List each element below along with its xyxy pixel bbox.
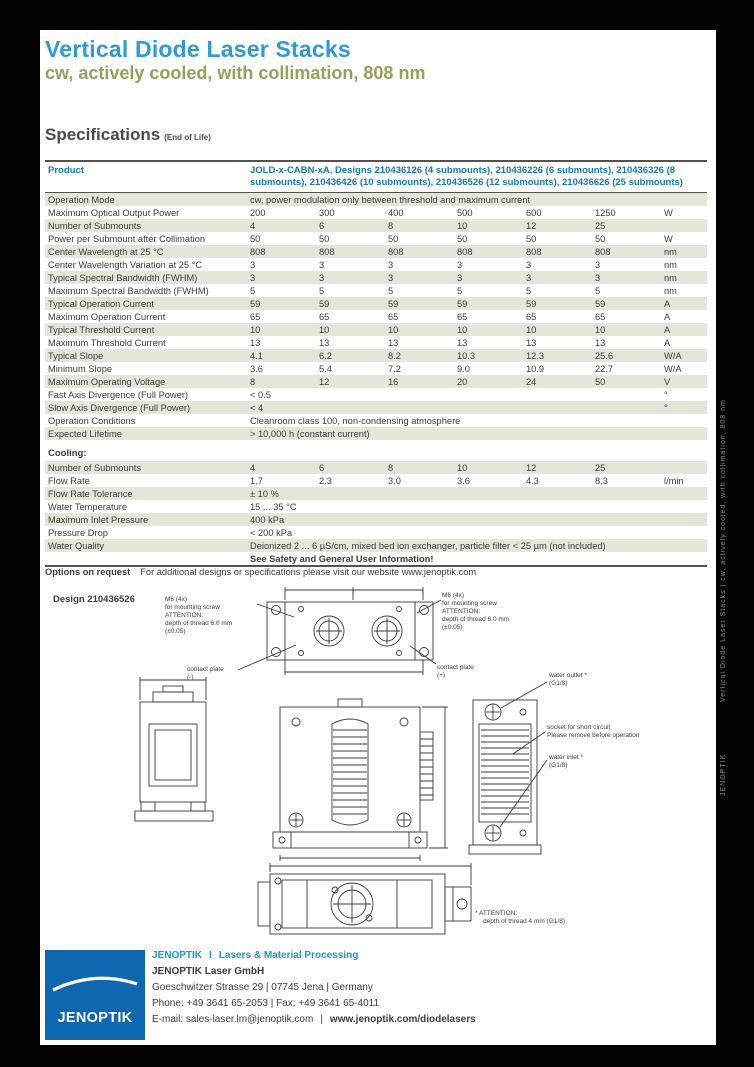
row-unit: A [664,298,671,309]
row-label: Maximum Optical Output Power [48,207,180,218]
row-value: 4 [250,462,256,473]
row-value: 12 [526,220,537,231]
cooling-section-heading: Cooling: [48,448,87,459]
row-value: 808 [319,246,335,257]
row-value: 8 [250,376,256,387]
front-view-main-drawing [273,699,448,861]
mount-note-right-line: (±0.05) [442,624,463,631]
logo-arc-icon [45,950,145,1040]
row-value: 13 [526,337,537,348]
row-unit [664,463,707,473]
row-value: 808 [388,246,404,257]
thread-footnote-line: depth of thread 4 mm (G1/8) [483,918,566,925]
contact-label-right-line: contact plate [437,664,474,671]
row-value: 5 [319,285,325,296]
footer-website-link[interactable]: www.jenoptik.com/diodelasers [329,1014,476,1025]
contact-label-left [187,666,247,682]
row-label: Maximum Spectral Bandwidth (FWHM) [48,285,209,296]
row-label: Typical Spectral Bandwidth (FWHM) [48,272,198,283]
mount-note-left-line: depth of thread 6.0 mm [165,620,233,627]
row-value: 13 [388,337,399,348]
row-value: 400 [388,207,404,218]
table-row [45,362,707,375]
footer-email[interactable]: E-mail: sales-laser.lm@jenoptik.com [152,1014,314,1025]
mount-note-right [442,592,542,632]
row-value: 10 [388,324,399,335]
row-value: 6.2 [319,350,332,361]
specifications-heading [45,125,211,145]
technical-drawing [45,582,707,954]
row-value: 12.3 [526,350,545,361]
mount-note-left-line: M6 (4x) [165,596,188,603]
row-value: 5.4 [319,363,332,374]
row-label: Pressure Drop [48,527,108,538]
table-row [45,206,707,219]
row-value: 10 [319,324,330,335]
row-label: Expected Lifetime [48,428,122,439]
row-unit [664,221,707,231]
row-label: Number of Submounts [48,462,142,473]
row-value: 65 [526,311,537,322]
options-note-text: For additional designs or specifications please visit our website www.jenoptik.com [140,567,477,577]
mount-note-right-line: ATTENTION: [442,608,481,615]
water-inlet-line: (G1/8) [549,762,568,769]
row-value: 6 [319,462,325,473]
table-row [45,245,707,258]
mount-note-left [165,596,260,636]
end-of-life-note: (End of Life) [164,133,211,142]
row-value: 10 [595,324,606,335]
row-value: 10 [457,324,468,335]
footer-division: Lasers & Material Processing [218,950,359,961]
row-label: Number of Submounts [48,220,142,231]
row-unit: W/A [664,350,682,361]
contact-label-right [437,664,497,680]
table-row [45,219,707,232]
row-label: Maximum Operation Current [48,311,166,322]
row-unit [664,416,707,426]
table-row [45,474,707,487]
row-label: Fast Axis Divergence (Full Power) [48,389,189,400]
row-value: 5 [457,285,463,296]
row-value: 10 [526,324,537,335]
options-note-bold: Options on request [45,567,131,577]
bottom-view-drawing [258,863,471,934]
mount-note-right-line: for mounting screw [442,600,497,607]
row-value: 16 [388,376,399,387]
row-value: 3 [595,259,601,270]
row-value: 13 [250,337,261,348]
row-value: 5 [250,285,256,296]
row-value: 3 [526,272,532,283]
row-value: 65 [319,311,330,322]
row-label: Center Wavelength at 25 °C [48,246,164,257]
row-value: 50 [319,233,330,244]
water-outlet-label [549,672,629,688]
footer-division-line [152,950,476,962]
table-row [45,284,707,297]
table-row [45,427,707,440]
table-row [45,258,707,271]
table-row [45,336,707,349]
table-row [45,500,707,513]
row-span-value: < 200 kPa [250,527,293,538]
row-value: 65 [250,311,261,322]
row-label: Operation Conditions [48,415,136,426]
row-unit [664,528,707,538]
row-unit: nm [664,285,677,296]
row-value: 3 [319,272,325,283]
row-value: 9.0 [457,363,470,374]
row-label: Operation Mode [48,194,115,205]
row-value: 12 [526,462,537,473]
row-span-value: cw, power modulation only between threshold and maximum current [250,194,531,205]
row-value: 50 [526,233,537,244]
row-value: 59 [388,298,399,309]
row-span-value: 400 kPa [250,514,285,525]
row-value: 3 [595,272,601,283]
side-view-drawing [469,682,547,854]
cooling-table-body [45,461,707,565]
row-label: Power per Submount after Collimation [48,233,206,244]
table-row [45,193,707,206]
row-value: 4.1 [250,350,263,361]
row-unit: nm [664,246,677,257]
row-value: 10 [250,324,261,335]
row-value: 50 [457,233,468,244]
water-outlet-line: water outlet * [549,672,587,679]
row-value: 808 [595,246,611,257]
table-header-row [45,162,707,193]
table-row [45,232,707,245]
row-value: 808 [457,246,473,257]
table-row [45,539,707,552]
row-value: 59 [250,298,261,309]
row-value: 6 [319,220,325,231]
row-span-value: See Safety and General User Information! [250,553,434,564]
jenoptik-logo [45,950,145,1040]
table-row [45,513,707,526]
options-note [45,567,476,577]
footer-contact-block [152,950,476,1030]
row-unit: nm [664,259,677,270]
water-inlet-line: water inlet * [549,754,583,761]
row-value: 25 [595,462,606,473]
row-unit [664,489,707,499]
row-value: 13 [457,337,468,348]
row-value: 3 [457,259,463,270]
row-value: 59 [319,298,330,309]
row-value: 50 [595,233,606,244]
row-span-value: 15 ... 35 °C [250,501,297,512]
edge-vertical-text-short: JENOPTIK [720,753,727,796]
contact-label-left-line: (-) [187,674,194,681]
mount-note-right-line: depth of thread 6.0 mm [442,616,510,623]
row-value: 65 [457,311,468,322]
thread-footnote [475,910,615,926]
row-value: 20 [457,376,468,387]
product-value: JOLD-x-CABN-xA, Designs 210436126 (4 submounts), 210436226 (6 submounts), 210436326 (8 submounts), 210436426 (10 submounts), 210436526 (12 submounts), 210436626 (25 submounts) [250,165,683,188]
mount-note-left-line: for mounting screw [165,604,220,611]
row-value: 10 [457,462,468,473]
row-span-value: Deionized 2 ... 6 µS/cm, mixed bed ion exchanger, particle filter < 25 µm (not included) [250,540,606,551]
row-value: 4 [250,220,256,231]
mount-note-left-line: ATTENTION: [165,612,204,619]
footer-address: Goeschwitzer Strasse 29 | 07745 Jena | Germany [152,982,373,993]
row-unit [664,502,707,512]
row-unit: A [664,324,671,335]
row-value: 7.2 [388,363,401,374]
row-value: 500 [457,207,473,218]
row-value: 59 [457,298,468,309]
row-value: 8.2 [388,350,401,361]
table-row [45,414,707,427]
row-value: 4.3 [526,475,539,486]
row-span-value: Cleanroom class 100, non-condensing atmosphere [250,415,461,426]
row-value: 25.6 [595,350,614,361]
row-value: 3 [250,259,256,270]
row-label: Water Quality [48,540,104,551]
row-unit: V [664,376,671,387]
table-row [45,297,707,310]
table-row [45,349,707,362]
page-title: Vertical Diode Laser Stacks [45,36,351,62]
row-label: Maximum Operating Voltage [48,376,166,387]
row-label: Minimum Slope [48,363,113,374]
table-row [45,310,707,323]
row-unit: A [664,311,671,322]
row-value: 808 [250,246,266,257]
footer-brand: JENOPTIK [152,950,203,961]
edge-vertical-text: Vertical Diode Laser Stacks | cw, actively cooled, with collimation, 808 nm [720,399,727,702]
row-value: 8 [388,220,394,231]
table-row [45,552,707,565]
row-value: 13 [595,337,606,348]
mount-note-right-line: M6 (4x) [442,592,465,599]
row-unit: A [664,337,671,348]
logo-wordmark: JENOPTIK [57,1010,133,1026]
row-value: 10.9 [526,363,545,374]
row-label: Maximum Threshold Current [48,337,166,348]
row-label: Flow Rate Tolerance [48,488,133,499]
front-view-small-drawing [135,677,213,821]
row-value: 50 [250,233,261,244]
row-value: 3 [388,259,394,270]
design-number-label: Design 210436526 [53,594,135,605]
row-value: 24 [526,376,537,387]
page-subtitle: cw, actively cooled, with collimation, 808 nm [45,63,426,83]
row-value: 5 [595,285,601,296]
row-value: 59 [526,298,537,309]
water-outlet-line: (G1/8) [549,680,568,687]
footer-email-line [152,1014,476,1026]
row-value: 22.7 [595,363,614,374]
row-value: 8 [388,462,394,473]
top-view-drawing [238,587,441,675]
row-label: Typical Threshold Current [48,324,155,335]
table-row [45,461,707,474]
row-unit [664,195,707,205]
water-inlet-label [549,754,629,770]
row-label: Flow Rate [48,475,90,486]
row-label: Slow Axis Divergence (Full Power) [48,402,191,413]
row-value: 3.6 [250,363,263,374]
row-value: 2.3 [319,475,332,486]
row-unit [664,429,707,439]
footer-separator: I [209,950,212,961]
row-label: Water Temperature [48,501,128,512]
short-circuit-line: socket for short circuit [547,724,611,731]
row-unit: ° [664,402,668,413]
row-value: 25 [595,220,606,231]
table-row [45,401,707,414]
row-value: 5 [388,285,394,296]
row-value: 3 [319,259,325,270]
row-unit: W [664,207,673,218]
table-body [45,193,707,440]
row-value: 65 [388,311,399,322]
row-unit: l/min [664,475,684,486]
row-label: Typical Operation Current [48,298,154,309]
row-value: 65 [595,311,606,322]
thread-footnote-line: * ATTENTION: [475,910,518,917]
row-value: 3 [388,272,394,283]
row-value: 600 [526,207,542,218]
row-value: 5 [526,285,532,296]
row-span-value: ± 10 % [250,488,279,499]
table-row [45,526,707,539]
mount-note-left-line: (±0.05) [165,628,186,635]
row-span-value: < 0.5 [250,389,271,400]
row-value: 50 [388,233,399,244]
row-unit [664,515,707,525]
specifications-table [45,160,707,567]
row-value: 13 [319,337,330,348]
datasheet-page [40,30,716,1045]
table-row [45,487,707,500]
row-unit [664,554,707,564]
footer-phone-fax: Phone: +49 3641 65-2053 | Fax: +49 3641 65-4011 [152,998,380,1009]
row-label: Center Wavelength Variation at 25 °C [48,259,203,270]
short-circuit-label [547,724,657,740]
specifications-heading-text: Specifications [45,125,161,144]
row-unit: W/A [664,363,682,374]
row-value: 3 [526,259,532,270]
contact-label-right-line: (+) [437,672,446,679]
row-unit: nm [664,272,677,283]
row-value: 3.6 [457,475,470,486]
row-value: 3 [457,272,463,283]
footer-email-separator: | [320,1014,323,1025]
row-label: Typical Slope [48,350,104,361]
row-value: 10.3 [457,350,476,361]
row-unit [664,541,707,551]
footer-company: JENOPTIK Laser GmbH [152,966,265,977]
row-value: 1.7 [250,475,263,486]
row-value: 50 [595,376,606,387]
row-unit: W [664,233,673,244]
table-row [45,323,707,336]
row-value: 3.0 [388,475,401,486]
row-value: 3 [250,272,256,283]
table-row [45,271,707,284]
row-span-value: > 10,000 h (constant current) [250,428,370,439]
row-value: 12 [319,376,330,387]
short-circuit-line: Please remove before operation [547,732,640,739]
contact-label-left-line: contact plate [187,666,224,673]
row-value: 59 [595,298,606,309]
product-label: Product [48,165,84,176]
row-value: 1250 [595,207,616,218]
row-value: 808 [526,246,542,257]
row-value: 8.3 [595,475,608,486]
row-span-value: < 4 [250,402,264,413]
row-label [45,554,250,564]
row-value: 200 [250,207,266,218]
row-unit: ° [664,389,668,400]
row-label: Maximum Inlet Pressure [48,514,149,525]
row-value: 300 [319,207,335,218]
table-row [45,375,707,388]
row-value: 10 [457,220,468,231]
table-row [45,388,707,401]
